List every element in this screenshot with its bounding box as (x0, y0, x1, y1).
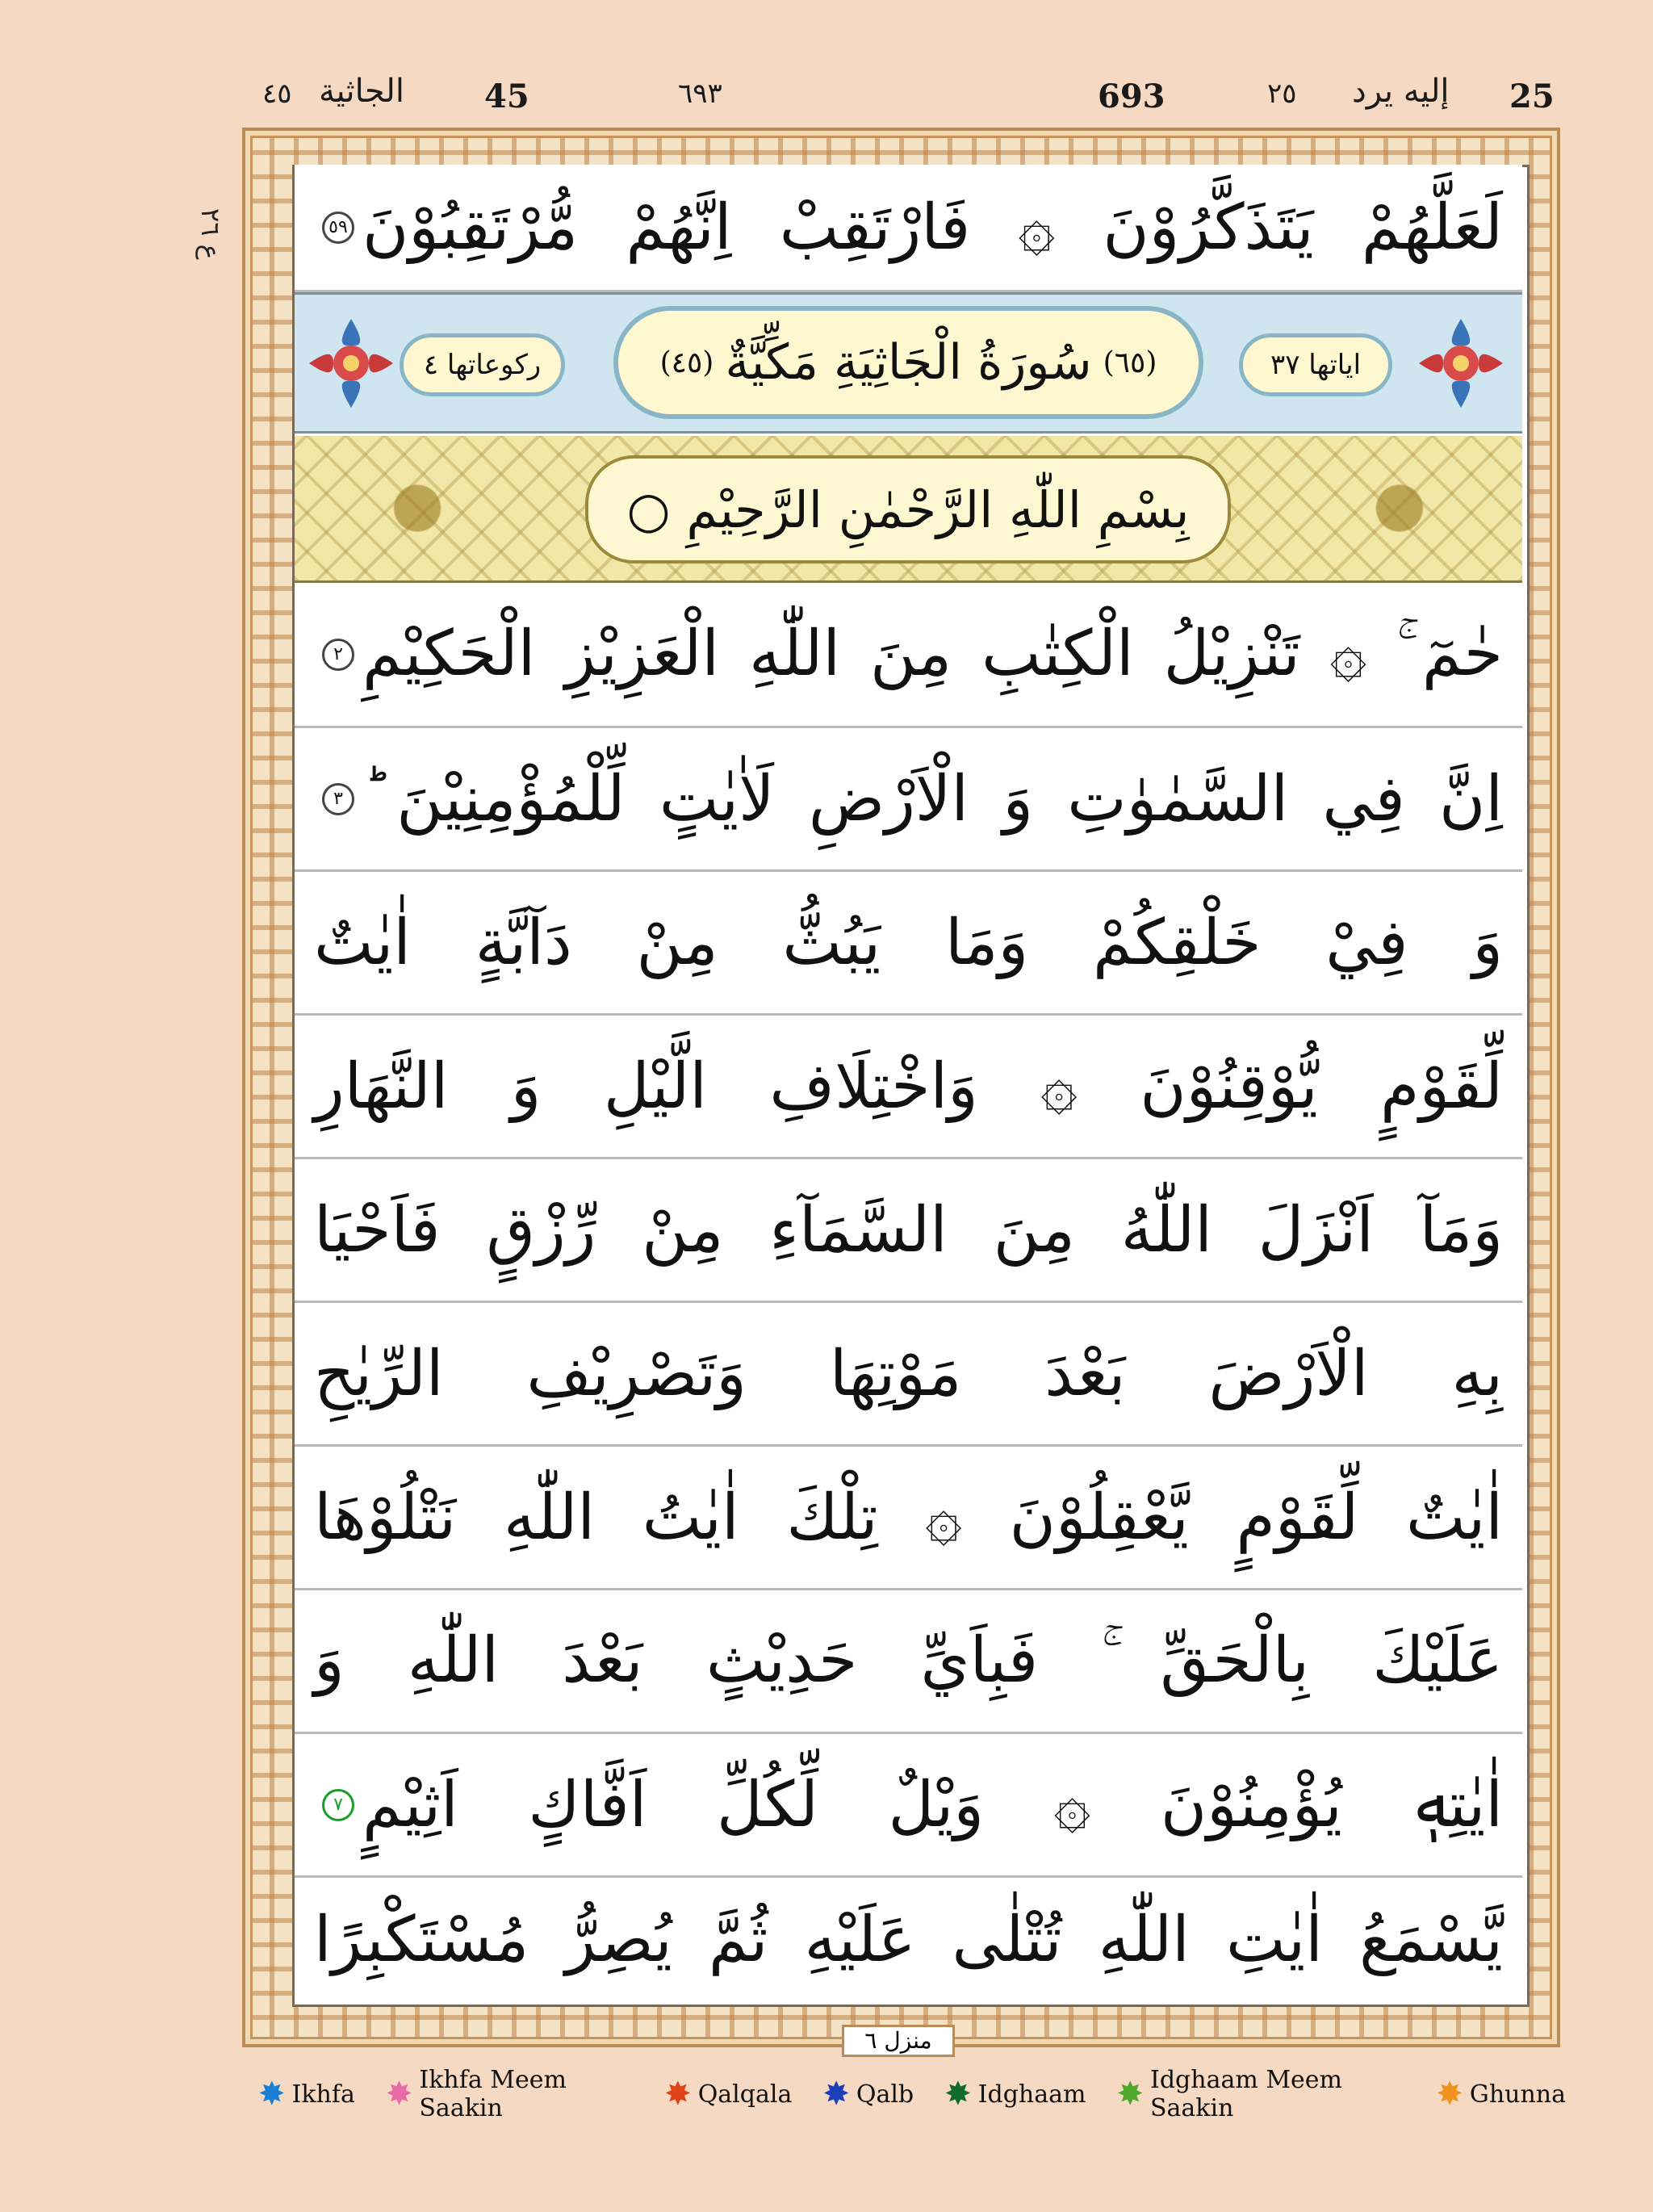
page-header (242, 71, 1555, 128)
surah-revelation-number: (٦٥) (1103, 346, 1157, 379)
star-icon: ✸ (1116, 2076, 1144, 2113)
page-number-arabic: ٦٩٣ (678, 78, 722, 110)
verse-line-1-text: لَعَلَّهُمْ يَتَذَكَّرُوْنَ ۞ فَارْتَقِبْ اِنَّهُمْ مُّرْتَقِبُوْنَ (362, 191, 1503, 264)
verse-line-3-text: اِنَّ فِي السَّمٰوٰتِ وَ الْاَرْضِ لَاٰيٰتٍ لِّلْمُؤْمِنِيْنَ ؕ (362, 762, 1503, 836)
legend-item-ghunna (1436, 2076, 1566, 2113)
surah-number-left: ٤٥ (262, 78, 292, 110)
verse-line-4 (295, 872, 1522, 1016)
surah-banner (295, 292, 1522, 434)
star-icon: ✸ (944, 2076, 972, 2113)
juz-name: إليه يرد (1352, 73, 1450, 110)
bismillah: بِسْمِ اللّٰهِ الرَّحْمٰنِ الرَّحِيْمِ ○ (585, 455, 1231, 563)
ruku-marker: ع ٢٦ (195, 208, 226, 260)
verse-line-8 (295, 1447, 1522, 1590)
verse-line-1 (295, 165, 1522, 292)
legend-item-idghaam (944, 2076, 1086, 2113)
surah-name-header: الجاثية (319, 73, 404, 110)
legend-label: Idghaam (977, 2080, 1086, 2109)
verse-line-10-text: اٰيٰتِهٖ يُؤْمِنُوْنَ ۞ وَيْلٌ لِّكُلِّ اَفَّاكٍ اَثِيْمٍ (362, 1768, 1503, 1841)
manzil-label: منزل ٦ (842, 2025, 955, 2057)
verse-line-8-text: اٰيٰتٌ لِّقَوْمٍ يَّعْقِلُوْنَ ۞ تِلْكَ اٰيٰتُ اللّٰهِ نَتْلُوْهَا (314, 1481, 1503, 1554)
star-icon: ✸ (385, 2076, 413, 2113)
ruku-count-label: ركوعاتها ٤ (400, 333, 565, 396)
floral-ornament-icon (303, 311, 400, 416)
page-number: 693 (1098, 78, 1165, 115)
legend-item-qalb (822, 2076, 914, 2113)
legend-label: Qalqala (697, 2080, 793, 2109)
legend-label: Qalb (856, 2080, 914, 2109)
legend-label: Ikhfa Meem Saakin (419, 2066, 567, 2122)
verse-line-3 (295, 728, 1522, 872)
star-icon: ✸ (664, 2076, 692, 2113)
ayah-marker: ٢ (322, 639, 354, 671)
surah-order-number: (٤٥) (659, 346, 714, 379)
legend-label: Ikhfa (291, 2080, 355, 2109)
verse-line-11-text: يَّسْمَعُ اٰيٰتِ اللّٰهِ تُتْلٰى عَلَيْهِ ثُمَّ يُصِرُّ مُسْتَكْبِرًا (314, 1904, 1503, 1976)
verse-line-11 (295, 1878, 1522, 2002)
ayah-marker: ٧ (322, 1789, 354, 1821)
legend-item-ikhfa-meem-saakin (386, 2066, 634, 2122)
verse-line-4-text: وَ فِيْ خَلْقِكُمْ وَمَا يَبُثُّ مِنْ دَآبَّةٍ اٰيٰتٌ (314, 906, 1503, 979)
tajweed-legend (258, 2066, 1566, 2122)
verse-line-9 (295, 1590, 1522, 1734)
floral-ornament-icon (1412, 311, 1509, 416)
legend-item-ikhfa (258, 2076, 355, 2113)
ayat-count-label: اياتها ٣٧ (1239, 333, 1392, 396)
surah-number-header: 45 (484, 78, 529, 115)
verse-line-7-text: بِهِ الْاَرْضَ بَعْدَ مَوْتِهَا وَتَصْرِيْفِ الرِّيٰحِ (314, 1337, 1503, 1410)
verse-line-5 (295, 1016, 1522, 1159)
verse-line-6-text: وَمَآ اَنْزَلَ اللّٰهُ مِنَ السَّمَآءِ مِنْ رِّزْقٍ فَاَحْيَا (314, 1193, 1503, 1267)
star-icon: ✸ (258, 2076, 286, 2113)
star-icon: ✸ (1436, 2076, 1463, 2113)
legend-label: Ghunna (1469, 2080, 1566, 2109)
legend-label: Idghaam Meem Saakin (1149, 2066, 1342, 2122)
star-icon: ✸ (822, 2076, 850, 2113)
verse-line-6 (295, 1159, 1522, 1303)
verse-line-2-text: حٰمٓ ۚ ۞ تَنْزِيْلُ الْكِتٰبِ مِنَ اللّٰهِ الْعَزِيْزِ الْحَكِيْمِ (362, 618, 1503, 690)
verse-line-9-text: عَلَيْكَ بِالْحَقِّ ۚ فَبِاَيِّ حَدِيْثٍ بَعْدَ اللّٰهِ وَ (314, 1624, 1503, 1697)
ayah-marker: ٣ (322, 783, 354, 815)
ayah-marker: ٥٩ (322, 212, 354, 244)
verse-line-2 (295, 583, 1522, 728)
legend-item-idghaam-meem-saakin (1116, 2066, 1405, 2122)
surah-title-box (613, 306, 1203, 419)
verse-line-5-text: لِّقَوْمٍ يُّوْقِنُوْنَ ۞ وَاخْتِلَافِ الَّيْلِ وَ النَّهَارِ (314, 1049, 1503, 1123)
bismillah-band (295, 436, 1522, 583)
verse-line-10 (295, 1734, 1522, 1878)
juz-number-arabic: ٢٥ (1267, 78, 1297, 110)
verse-line-7 (295, 1303, 1522, 1447)
surah-title: سُورَةُ الْجَاثِيَةِ مَكِّيَّةٌ (725, 334, 1092, 391)
legend-item-qalqala (664, 2076, 793, 2113)
juz-number: 25 (1509, 78, 1555, 115)
